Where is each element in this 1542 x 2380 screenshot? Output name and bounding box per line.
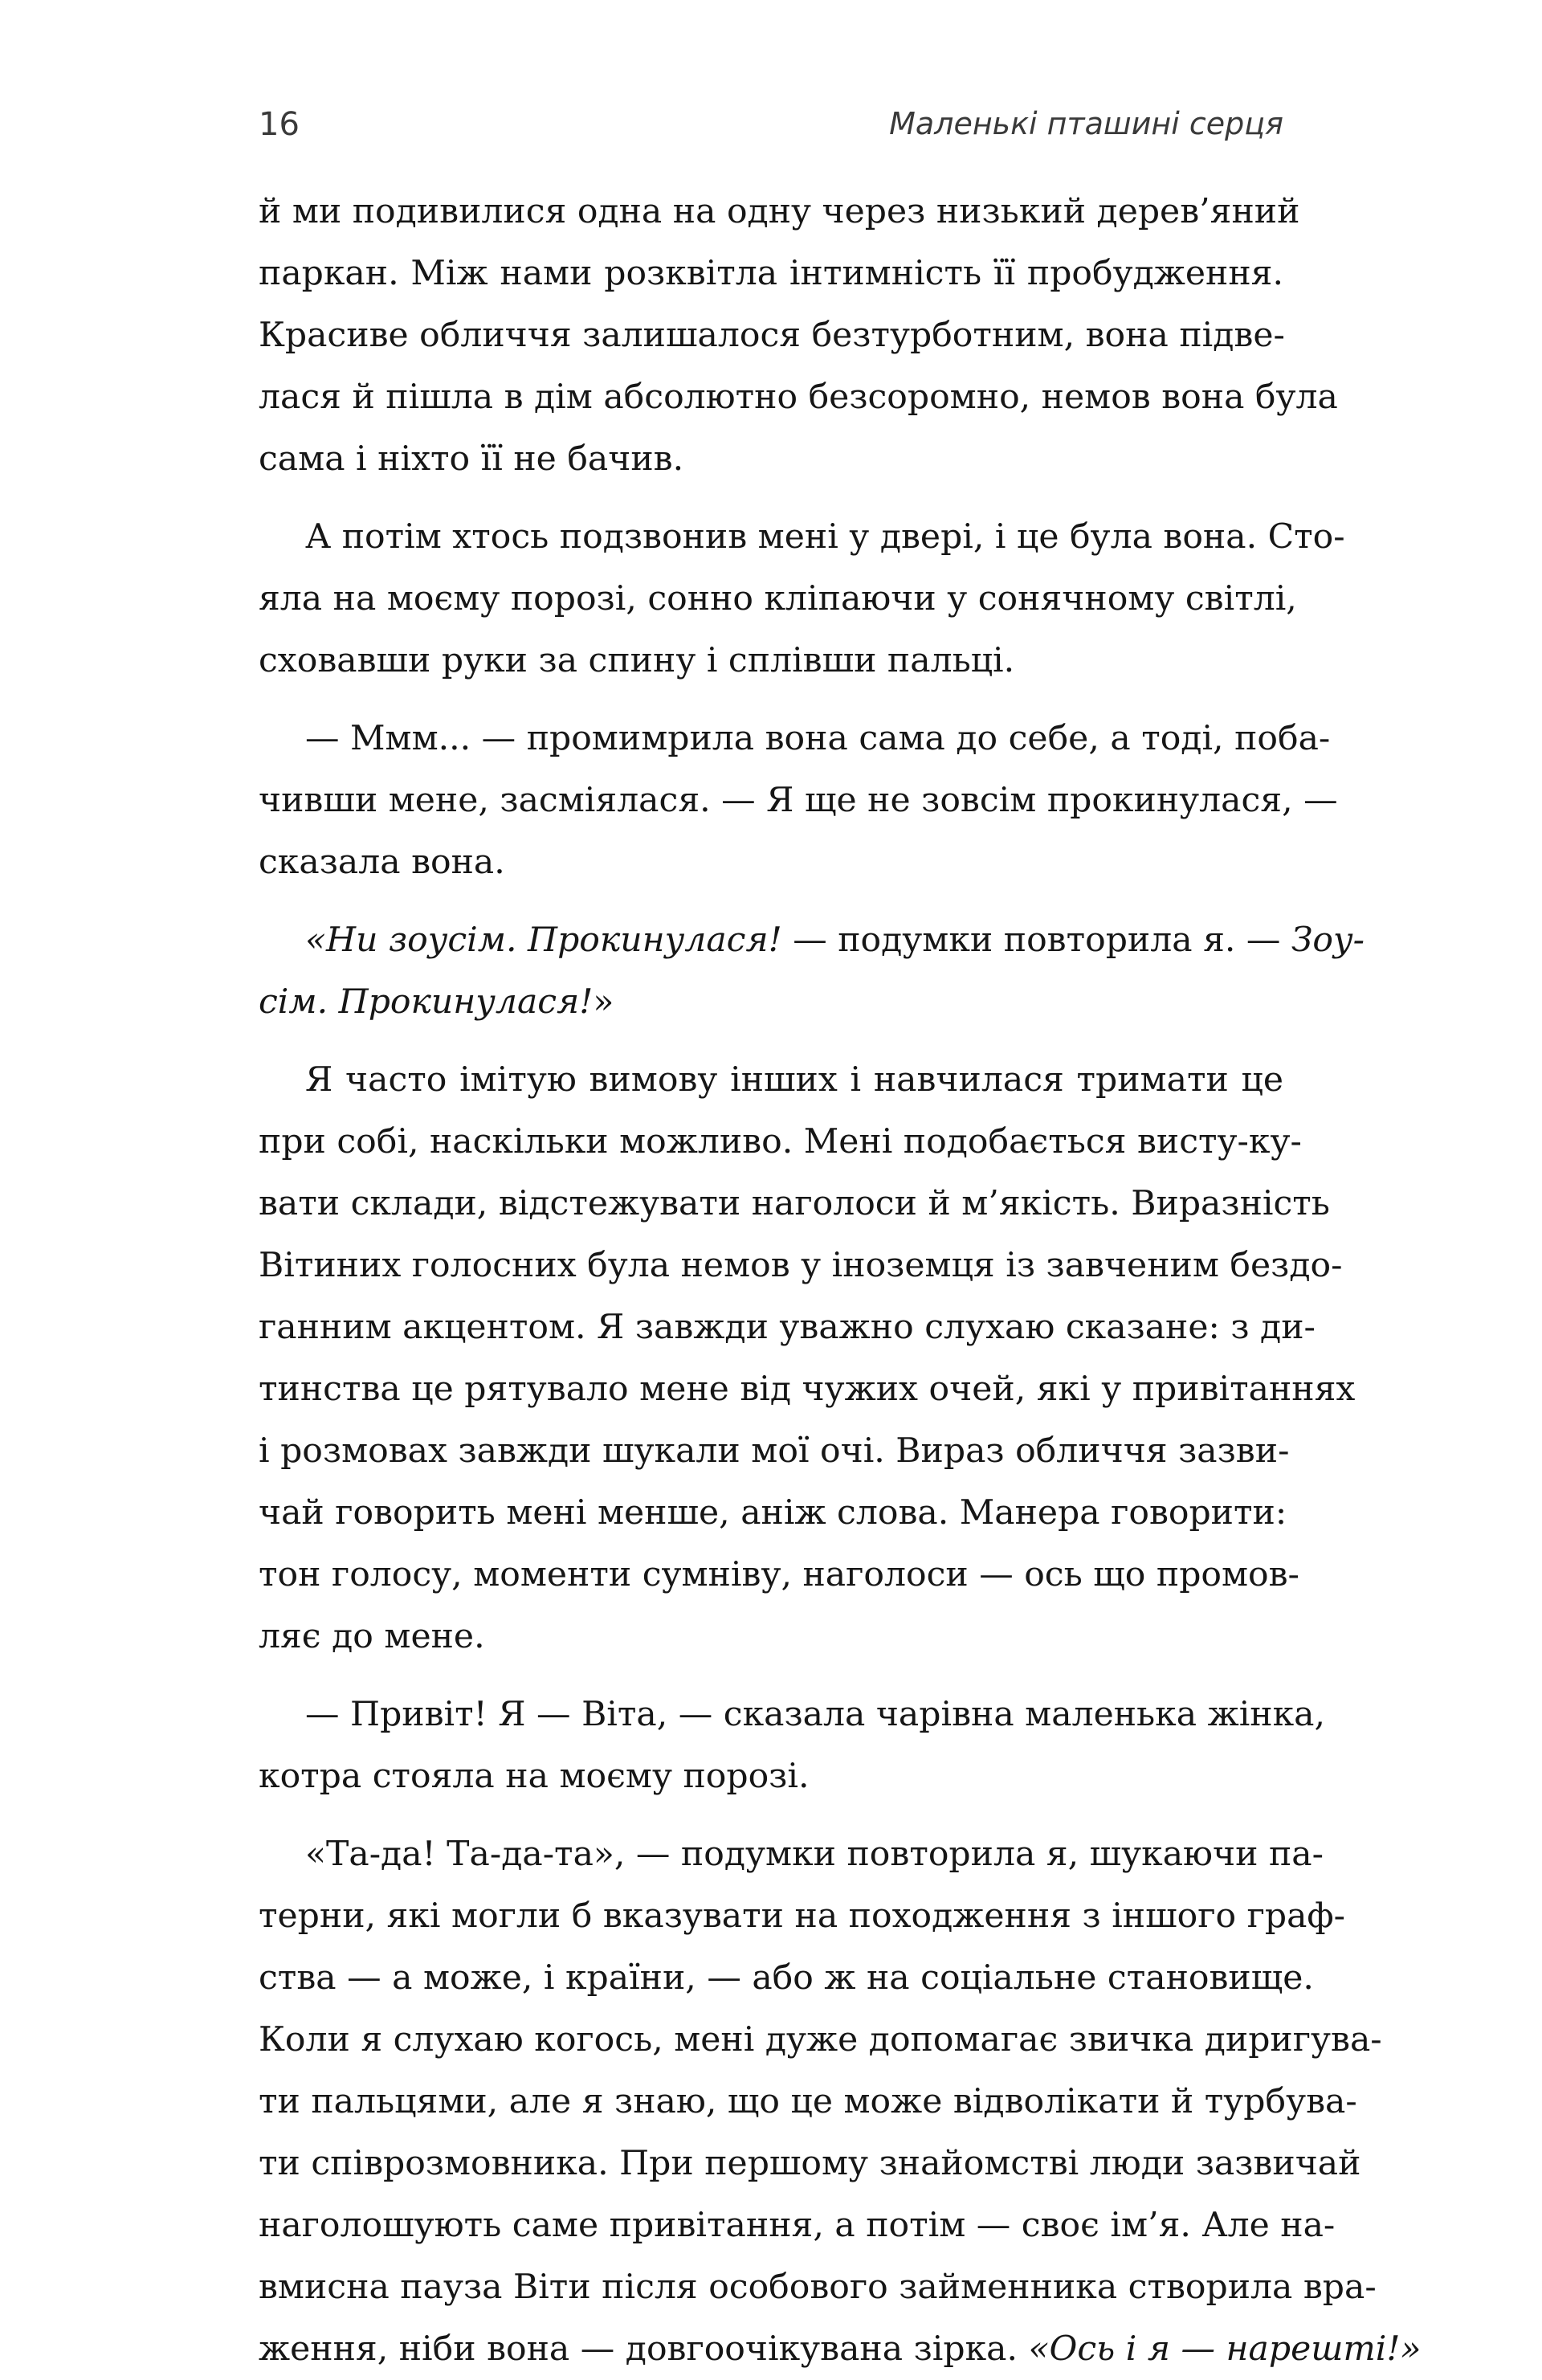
text-line: А потім хтось подзвонив мені у двері, і це була вона. Сто- — [305, 517, 1345, 557]
italic-text: сім. Прокинулася! — [259, 982, 594, 1022]
text-line: вати склади, відстежувати наголоси й м’якість. Виразність — [259, 1184, 1330, 1223]
text-line: і розмовах завжди шукали мої очі. Вираз обличчя зазви- — [259, 1431, 1290, 1471]
page-number: 16 — [259, 106, 300, 143]
italic-text: «Ни зоусім. Прокинулася! — [305, 921, 782, 960]
text-line: сховавши руки за спину і сплівши пальці. — [259, 641, 1015, 680]
text-line: «Та-да! Та-да-та», — подумки повторила я, шукаючи па- — [305, 1835, 1324, 1874]
text-line: ти пальцями, але я знаю, що це може відволікати й турбува- — [259, 2082, 1357, 2121]
text-line — [259, 2318, 1422, 2380]
paragraph — [259, 181, 1338, 490]
text-line: лася й пішла в дім абсолютно безсоромно, немов вона була — [259, 378, 1338, 417]
text-line: ства — а може, і країни, — або ж на соціальне становище. — [259, 1958, 1314, 1998]
paragraph — [259, 909, 1365, 1033]
paragraph — [259, 1823, 1422, 2380]
text-run: ження, ніби вона — довгоочікувана зірка. — [259, 2329, 1029, 2369]
text-line: чай говорить мені менше, аніж слова. Манера говорити: — [259, 1493, 1287, 1533]
text-line: — Ммм... — промимрила вона сама до себе, а тоді, поба- — [305, 719, 1331, 758]
text-line: Коли я слухаю когось, мені дуже допомагає звичка диригува- — [259, 2020, 1382, 2060]
text-line: ляє до мене. — [259, 1617, 485, 1656]
text-line: яла на моєму порозі, сонно кліпаючи у сонячному світлі, — [259, 579, 1297, 618]
text-line — [259, 971, 1283, 1033]
body-text — [259, 181, 1422, 2380]
text-line — [259, 909, 1365, 971]
text-run: » — [593, 982, 614, 1022]
text-line: котра стояла на моєму порозі. — [259, 1757, 810, 1796]
paragraph — [259, 708, 1338, 893]
text-line: тон голосу, моменти сумніву, наголоси — ось що промов- — [259, 1555, 1299, 1594]
text-line: тинства це рятувало мене від чужих очей, які у привітаннях — [259, 1370, 1356, 1409]
text-run: — подумки повторила я. — — [781, 921, 1291, 960]
text-line: Я часто імітую вимову інших і навчилася тримати це — [305, 1060, 1283, 1100]
text-line: вмисна пауза Віти після особового займенника створила вра- — [259, 2268, 1377, 2307]
text-line: сама і ніхто її не бачив. — [259, 439, 684, 479]
text-line: — Привіт! Я — Віта, — сказала чарівна маленька жінка, — [305, 1695, 1326, 1734]
text-line: Красиве обличчя залишалося безтурботним, вона підве- — [259, 316, 1285, 355]
paragraph — [259, 506, 1345, 692]
text-line: паркан. Між нами розквітла інтимність її пробудження. — [259, 254, 1283, 293]
italic-text: «Ось і я — нарешті!» — [1028, 2329, 1422, 2369]
text-line: чивши мене, засміялася. — Я ще не зовсім прокинулася, — — [259, 781, 1338, 820]
text-line: ганним акцентом. Я завжди уважно слухаю сказане: з ди- — [259, 1308, 1316, 1347]
text-line: Вітиних голосних була немов у іноземця із завченим бездо- — [259, 1246, 1343, 1285]
paragraph — [259, 1684, 1326, 1807]
book-title: Маленькі пташині серця — [889, 106, 1283, 141]
text-line: ти співрозмовника. При першому знайомстві люди зазвичай — [259, 2144, 1361, 2183]
text-line: й ми подивилися одна на одну через низький дерев’яний — [259, 192, 1300, 231]
text-line: наголошують саме привітання, а потім — своє ім’я. Але на- — [259, 2206, 1336, 2245]
text-line: терни, які могли б вказувати на походження з іншого граф- — [259, 1896, 1346, 1936]
italic-text: Зоу- — [1291, 921, 1365, 960]
text-line: сказала вона. — [259, 843, 505, 882]
text-line: при собі, наскільки можливо. Мені подобається висту-ку- — [259, 1122, 1302, 1161]
paragraph — [259, 1049, 1356, 1668]
running-head — [259, 106, 1283, 154]
